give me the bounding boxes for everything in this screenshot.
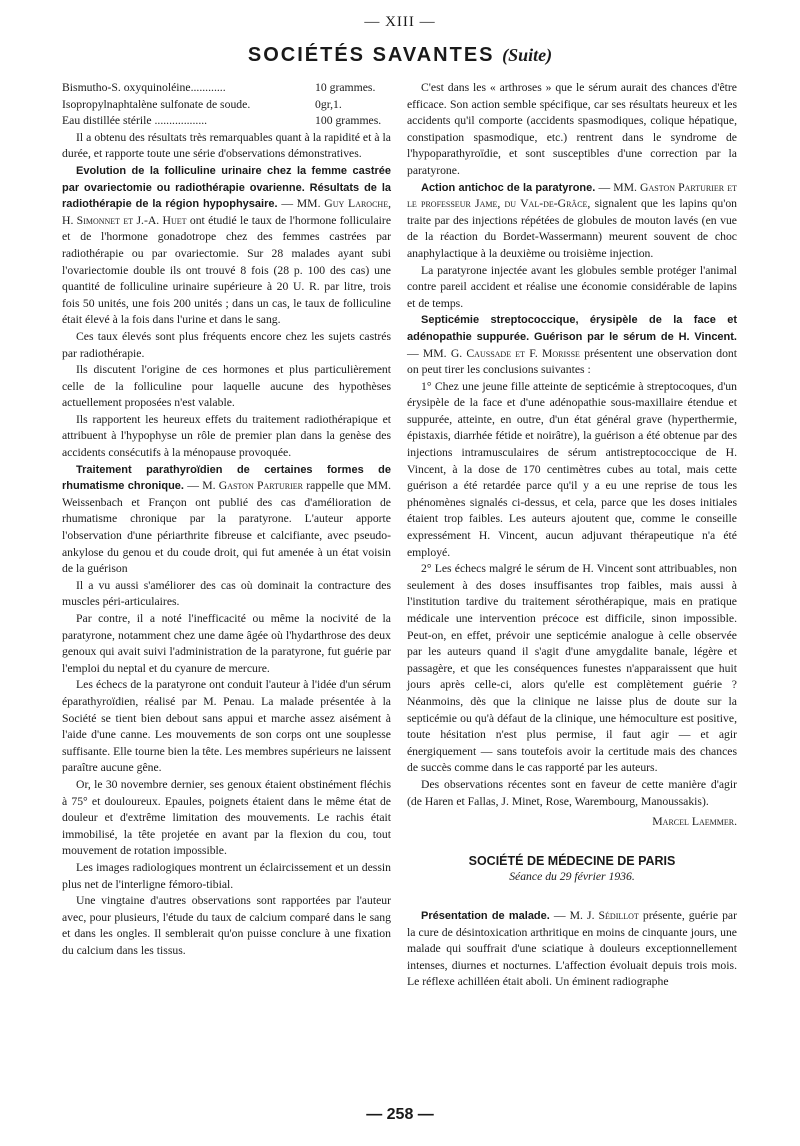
section-title-suffix: (Suite) [502, 45, 553, 65]
recipe-block [62, 80, 391, 130]
article-body: signalent que les lapins qu'on traite par des injections répétées de globules de mouton lavés (en vue de la réaction du Bordet-Wassermann) meurent souvent de choc anaphylactique à la deuxième ou troisième injection. [407, 197, 738, 260]
paragraph: Or, le 30 novembre dernier, ses genoux étaient obstinément fléchis à 75° et douloureux. Epaules, poignets étaient dans le même état de douleur et d'extrême limitation des mouvements. Le rachis était immobilisé, la tête projetée en avant par la flexion du cou, tout mouvement de rotation impossible. [62, 777, 391, 858]
recipe-line [62, 113, 391, 130]
recipe-quantity: 0gr,1. [315, 97, 342, 111]
article-title: Action antichoc de la paratyrone. [421, 181, 596, 194]
article-title: Evolution de la folliculine urinaire chez la femme castrée par ovariectomie ou radiothérapie ovarienne. Résultats de la radiothérapie de la région hypophysaire. [62, 164, 391, 211]
article-title: Septicémie streptococcique, érysipèle de la face et adénopathie suppurée. Guérison par le sérum de H. Vincent. [407, 314, 737, 343]
recipe-ingredient: Bismutho-S. oxyquinoléine............ [62, 81, 226, 94]
paragraph: 2° Les échecs malgré le sérum de H. Vincent sont attribuables, non seulement à des doses insuffisantes trop faibles, mais aussi à l'institution tardive du traitement sérothérapique, mais en pratique médicale une intervention précoce est difficile, sinon impossible. Peut-on, en effet, prévoir une septicémie analogue à celle observée par les auteurs quand il s'agit d'une amygdalite banale, légère et passagère, et que les conséquences funestes n'apparaissent que huit jours après celle-ci, alors qu'elle est complètement guérie ? Néanmoins, dès que la clinique ne laisse plus de doute sur la septicémie ou qu'à défaut de la clinique, une hémoculture est positive, toute hésitation n'est plus permise, il faut agir — et agir énergiquement — sans toutefois avoir la certitude mais des chances de succès comme dans le cas rapporté par les auteurs. [407, 562, 737, 775]
recipe-ingredient: Isopropylnaphtalène sulfonate de soude. [62, 97, 251, 111]
left-column [62, 80, 391, 959]
recipe-ingredient: Eau distillée stérile .................. [62, 114, 208, 128]
article-heading [62, 462, 391, 578]
recipe-quantity: 10 grammes. [315, 81, 376, 94]
session-date: Séance du 29 février 1936. [509, 870, 635, 884]
paragraph: Il a vu aussi s'améliorer des cas où dominait la contracture des muscles péri-articulaires. [62, 578, 391, 609]
article-authors: — MM. G. Caussade et F. Morisse [407, 346, 580, 360]
paragraph: Ils rapportent les heureux effets du traitement radiothérapique et attribuent à l'hypophyse un rôle de premier plan dans la genèse des accidents consécutifs à la ménopause provoquée. [62, 412, 391, 460]
section-title-text: SOCIÉTÉS SAVANTES [247, 44, 495, 66]
article-heading [407, 180, 737, 263]
society-heading: SOCIÉTÉ DE MÉDECINE DE PARIS [468, 853, 676, 868]
recipe-quantity: 100 grammes. [315, 114, 382, 128]
article-authors: — MM. Guy Laroche, H. Simonnet et J.-A. Huet [62, 197, 392, 227]
article-body: ont étudié le taux de l'hormone folliculaire et de l'hormone gonadotrope chez des femmes castrées par radiothérapie ou par ovariectomie. Sur 28 malades ayant subi l'ovariectomie double ils ont trouvé 8 fois (28 p. 100 des cas) une quantité de folliculine urinaire supérieure à 20 U. R. par litre, trois fois 50 unités, une fois 200 unités ; dans un cas, le taux de folliculine était élevé à la fois dans l'urine et dans le sang. [62, 213, 392, 327]
paragraph: Il a obtenu des résultats très remarquables quant à la rapidité et à la durée, et rapporte toute une série d'observations démonstratives. [62, 130, 391, 161]
paragraph: Par contre, il a noté l'inefficacité ou même la nocivité de la paratyrone, notamment chez une dame âgée où l'hydarthrose des deux genoux qui avait suivi l'administration de la paratyrone, fut guérie par l'emploi du neptal et du cyanure de mercure. [62, 612, 391, 675]
paragraph: La paratyrone injectée avant les globules semble protéger l'animal contre pareil accident et réalise une économie considérable de lapins et de temps. [407, 263, 737, 310]
article-heading [62, 163, 391, 329]
article-authors: — MM. Gaston Parturier et le professeur Jame, du Val-de-Grâce, [407, 180, 738, 211]
article-heading [407, 312, 737, 378]
article-body: rappelle que MM. Weissenbach et Françon ont publié des cas d'amélioration de rhumatisme chronique par la paratyrone. L'auteur apporte l'observation d'une périarthrite fibreuse et calcifiante, avec pseudo-ankylose du genou et du coude droit, qui fut amenée à un état voisin de la guérison [62, 479, 392, 576]
paragraph: Des observations récentes sont en faveur de cette manière d'agir (de Haren et Fallas, J. Minet, Rose, Warembourg, Manoussakis). [407, 777, 737, 808]
article-body: présentent une observation dont on peut tirer les conclusions suivantes : [407, 346, 737, 377]
paragraph: Ils discutent l'origine de ces hormones et plus particulièrement celle de la folliculine pour laquelle aucune des hypothèses actuellement proposées n'est valable. [62, 363, 391, 410]
article-body: présente, guérie par la cure de désintoxication arthritique en moins de cinquante jours, une malade qui souffrait d'une sciatique à douleurs exceptionnellement intenses, diurnes et nocturnes. L'affection évoluait depuis trois mois. Le réflexe achilléen était aboli. Un éminent radiographe [407, 908, 737, 989]
right-column [407, 80, 737, 991]
paragraph: Ces taux élevés sont plus fréquents encore chez les sujets castrés par radiothérapie. [62, 329, 391, 360]
page-number: — 258 — [366, 1106, 434, 1123]
recipe-line [62, 97, 391, 114]
paragraph: Une vingtaine d'autres observations sont rapportées par l'auteur avec, pour plusieurs, l'étude du taux de calcium comparé dans le sang et dans les ongles. Il semblerait qu'on puisse conclure à une fixation du calcium dans les tissus. [62, 894, 391, 957]
paragraph: Les échecs de la paratyrone ont conduit l'auteur à l'idée d'un sérum éparathyroïdien, réalisé par M. Penau. La malade présentée à la Société se tient bien debout sans appui et marche assez aisément à l'aide d'une canne. Les mouvements de son corps ont une souplesse suffisante. Elle tourne bien la tête. Les membres supérieurs ne laissent paraître aucune gêne. [62, 678, 391, 775]
section-title [0, 44, 800, 67]
paragraph: Les images radiologiques montrent un éclaircissement et un dessin plus net de l'interligne fémoro-tibial. [62, 860, 391, 891]
article-authors: — M. Gaston Parturier [187, 479, 304, 493]
article-title: Traitement parathyroïdien de certaines formes de rhumatisme chronique. [62, 463, 391, 493]
paragraph: 1° Chez une jeune fille atteinte de septicémie à streptocoques, d'un érysipèle de la face et d'une adénopathie sous-maxillaire étendue et suppurée, atteinte, en outre, d'un état général grave (hyperthermie, épistaxis, diarrhée fétide et noirâtre), la guérison a été obtenue par des injections intramusculaires de sérum antistreptococcique de H. Vincent, à la dose de 170 centimètres cubes au total, mais cette guérison a été retardée parce qu'il y a eu une reprise de tous les phénomènes signalés ci-dessus, et cela, parce que les doses initiales étaient trop faibles. Les auteurs ajoutent que, comme le conseille expressément H. Vincent, aucun adjuvant thérapeutique n'a été employé. [407, 379, 737, 559]
article-authors: — M. J. Sédillot [553, 908, 639, 922]
roman-page-number: — XIII — [364, 14, 436, 30]
paragraph: C'est dans les « arthroses » que le sérum aurait des chances d'être efficace. Son action semble spécifique, car ses résultats heureux et les accidents qu'il comporte (accidents spasmodiques, colique hépatique, constipation spasmodique, etc.) rentrent dans le syndrome de l'hypoparathyroïdie, et sont susceptibles d'une correction par la paratyrone. [407, 81, 737, 177]
signature: Marcel Laemmer. [652, 815, 737, 829]
article-heading [407, 908, 737, 991]
recipe-line [62, 80, 391, 97]
article-title: Présentation de malade. [421, 909, 550, 922]
